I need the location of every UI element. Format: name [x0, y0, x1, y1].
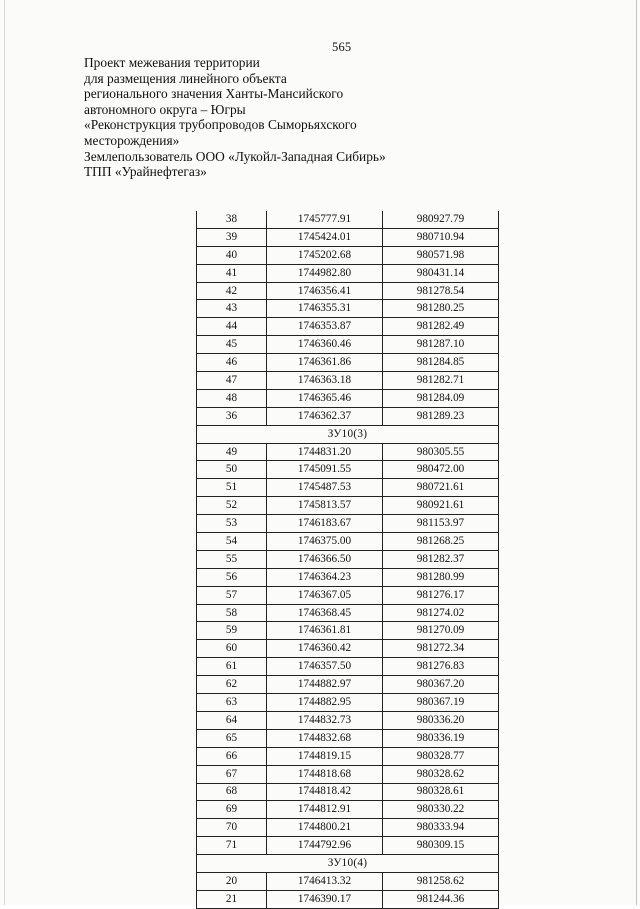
point-number-cell: 36	[197, 407, 267, 425]
table-row	[197, 372, 499, 390]
x-coordinate-cell: 1744818.68	[267, 765, 383, 783]
y-coordinate-cell: 980721.61	[383, 479, 499, 497]
page-number: 565	[332, 40, 352, 54]
point-number-cell: 44	[197, 318, 267, 336]
x-coordinate-cell: 1744792.96	[267, 837, 383, 855]
y-coordinate-cell: 981258.62	[383, 872, 499, 890]
table-row	[197, 676, 499, 694]
y-coordinate-cell: 980472.00	[383, 461, 499, 479]
y-coordinate-cell: 981280.99	[383, 568, 499, 586]
point-number-cell: 67	[197, 765, 267, 783]
x-coordinate-cell: 1744812.91	[267, 801, 383, 819]
table-row	[197, 890, 499, 908]
point-number-cell: 68	[197, 783, 267, 801]
table-row	[197, 300, 499, 318]
point-number-cell: 66	[197, 747, 267, 765]
y-coordinate-cell: 980431.14	[383, 264, 499, 282]
y-coordinate-cell: 980328.61	[383, 783, 499, 801]
x-coordinate-cell: 1744818.42	[267, 783, 383, 801]
table-row	[197, 497, 499, 515]
x-coordinate-cell: 1746183.67	[267, 515, 383, 533]
x-coordinate-cell: 1746353.87	[267, 318, 383, 336]
y-coordinate-cell: 981268.25	[383, 533, 499, 551]
point-number-cell: 56	[197, 568, 267, 586]
point-number-cell: 47	[197, 372, 267, 390]
y-coordinate-cell: 980333.94	[383, 819, 499, 837]
point-number-cell: 61	[197, 658, 267, 676]
table-row	[197, 389, 499, 407]
x-coordinate-cell: 1746366.50	[267, 550, 383, 568]
x-coordinate-cell: 1746360.46	[267, 336, 383, 354]
table-row	[197, 765, 499, 783]
y-coordinate-cell: 981272.34	[383, 640, 499, 658]
point-number-cell: 60	[197, 640, 267, 658]
point-number-cell: 65	[197, 729, 267, 747]
page-edge-left	[4, 0, 5, 905]
point-number-cell: 20	[197, 872, 267, 890]
y-coordinate-cell: 981278.54	[383, 282, 499, 300]
header-line: «Реконструкция трубопроводов Сыморьяхского	[84, 117, 357, 133]
y-coordinate-cell: 980336.20	[383, 711, 499, 729]
table-row	[197, 550, 499, 568]
point-number-cell: 49	[197, 443, 267, 461]
y-coordinate-cell: 980330.22	[383, 801, 499, 819]
x-coordinate-cell: 1746363.18	[267, 372, 383, 390]
table-row	[197, 622, 499, 640]
point-number-cell: 70	[197, 819, 267, 837]
x-coordinate-cell: 1744982.80	[267, 264, 383, 282]
table-row	[197, 729, 499, 747]
y-coordinate-cell: 980309.15	[383, 837, 499, 855]
document-header	[84, 55, 444, 180]
point-number-cell: 55	[197, 550, 267, 568]
x-coordinate-cell: 1746368.45	[267, 604, 383, 622]
table-row	[197, 211, 499, 228]
section-label: ЗУ10(3)	[197, 425, 499, 443]
y-coordinate-cell: 981284.09	[383, 389, 499, 407]
x-coordinate-cell: 1746364.23	[267, 568, 383, 586]
point-number-cell: 38	[197, 211, 267, 228]
x-coordinate-cell: 1745091.55	[267, 461, 383, 479]
table-row	[197, 694, 499, 712]
x-coordinate-cell: 1744819.15	[267, 747, 383, 765]
point-number-cell: 62	[197, 676, 267, 694]
header-line: Землепользователь ООО «Лукойл-Западная Сибирь»	[84, 148, 386, 164]
table-row	[197, 568, 499, 586]
table-row	[197, 747, 499, 765]
y-coordinate-cell: 980927.79	[383, 211, 499, 228]
table-row	[197, 711, 499, 729]
y-coordinate-cell: 980367.19	[383, 694, 499, 712]
x-coordinate-cell: 1746390.17	[267, 890, 383, 908]
point-number-cell: 43	[197, 300, 267, 318]
y-coordinate-cell: 981244.36	[383, 890, 499, 908]
y-coordinate-cell: 981153.97	[383, 515, 499, 533]
table-row	[197, 640, 499, 658]
point-number-cell: 51	[197, 479, 267, 497]
x-coordinate-cell: 1746367.05	[267, 586, 383, 604]
y-coordinate-cell: 981276.17	[383, 586, 499, 604]
y-coordinate-cell: 981282.71	[383, 372, 499, 390]
coordinates-table-body	[197, 211, 499, 908]
y-coordinate-cell: 981282.49	[383, 318, 499, 336]
point-number-cell: 64	[197, 711, 267, 729]
x-coordinate-cell: 1744882.95	[267, 694, 383, 712]
section-row	[197, 425, 499, 443]
x-coordinate-cell: 1746356.41	[267, 282, 383, 300]
point-number-cell: 46	[197, 354, 267, 372]
header-line: для размещения линейного объекта	[84, 70, 287, 86]
coordinates-table	[196, 211, 499, 909]
section-label: ЗУ10(4)	[197, 855, 499, 873]
x-coordinate-cell: 1745777.91	[267, 211, 383, 228]
page-edge-right	[636, 0, 637, 905]
table-row	[197, 479, 499, 497]
y-coordinate-cell: 980367.20	[383, 676, 499, 694]
table-row	[197, 604, 499, 622]
point-number-cell: 52	[197, 497, 267, 515]
table-row	[197, 801, 499, 819]
table-row	[197, 318, 499, 336]
table-row	[197, 246, 499, 264]
header-line: автономного округа – Югры	[84, 101, 246, 117]
header-line: Проект межевания территории	[84, 55, 260, 70]
y-coordinate-cell: 980336.19	[383, 729, 499, 747]
x-coordinate-cell: 1746360.42	[267, 640, 383, 658]
y-coordinate-cell: 980710.94	[383, 228, 499, 246]
section-row	[197, 855, 499, 873]
x-coordinate-cell: 1746357.50	[267, 658, 383, 676]
y-coordinate-cell: 980571.98	[383, 246, 499, 264]
header-line: месторождения»	[84, 132, 180, 148]
point-number-cell: 71	[197, 837, 267, 855]
point-number-cell: 63	[197, 694, 267, 712]
table-row	[197, 407, 499, 425]
y-coordinate-cell: 981276.83	[383, 658, 499, 676]
header-line: регионального значения Ханты-Мансийского	[84, 86, 344, 102]
point-number-cell: 39	[197, 228, 267, 246]
y-coordinate-cell: 981280.25	[383, 300, 499, 318]
point-number-cell: 54	[197, 533, 267, 551]
y-coordinate-cell: 981284.85	[383, 354, 499, 372]
point-number-cell: 21	[197, 890, 267, 908]
point-number-cell: 69	[197, 801, 267, 819]
x-coordinate-cell: 1745202.68	[267, 246, 383, 264]
point-number-cell: 58	[197, 604, 267, 622]
point-number-cell: 53	[197, 515, 267, 533]
x-coordinate-cell: 1744831.20	[267, 443, 383, 461]
y-coordinate-cell: 981287.10	[383, 336, 499, 354]
x-coordinate-cell: 1744882.97	[267, 676, 383, 694]
table-row	[197, 819, 499, 837]
table-row	[197, 443, 499, 461]
table-row	[197, 515, 499, 533]
x-coordinate-cell: 1744800.21	[267, 819, 383, 837]
table-row	[197, 837, 499, 855]
point-number-cell: 41	[197, 264, 267, 282]
table-row	[197, 783, 499, 801]
x-coordinate-cell: 1746362.37	[267, 407, 383, 425]
point-number-cell: 42	[197, 282, 267, 300]
x-coordinate-cell: 1746361.86	[267, 354, 383, 372]
x-coordinate-cell: 1745813.57	[267, 497, 383, 515]
table-row	[197, 336, 499, 354]
point-number-cell: 40	[197, 246, 267, 264]
x-coordinate-cell: 1744832.68	[267, 729, 383, 747]
y-coordinate-cell: 980305.55	[383, 443, 499, 461]
point-number-cell: 50	[197, 461, 267, 479]
table-row	[197, 264, 499, 282]
table-row	[197, 533, 499, 551]
table-row	[197, 872, 499, 890]
y-coordinate-cell: 980921.61	[383, 497, 499, 515]
x-coordinate-cell: 1746365.46	[267, 389, 383, 407]
x-coordinate-cell: 1745424.01	[267, 228, 383, 246]
x-coordinate-cell: 1745487.53	[267, 479, 383, 497]
x-coordinate-cell: 1746413.32	[267, 872, 383, 890]
y-coordinate-cell: 980328.62	[383, 765, 499, 783]
x-coordinate-cell: 1744832.73	[267, 711, 383, 729]
x-coordinate-cell: 1746355.31	[267, 300, 383, 318]
y-coordinate-cell: 981289.23	[383, 407, 499, 425]
y-coordinate-cell: 981270.09	[383, 622, 499, 640]
point-number-cell: 45	[197, 336, 267, 354]
x-coordinate-cell: 1746361.81	[267, 622, 383, 640]
table-row	[197, 228, 499, 246]
table-row	[197, 354, 499, 372]
table-row	[197, 658, 499, 676]
y-coordinate-cell: 981274.02	[383, 604, 499, 622]
point-number-cell: 59	[197, 622, 267, 640]
table-row	[197, 461, 499, 479]
header-line: ТПП «Урайнефтегаз»	[84, 164, 207, 180]
point-number-cell: 57	[197, 586, 267, 604]
point-number-cell: 48	[197, 389, 267, 407]
y-coordinate-cell: 980328.77	[383, 747, 499, 765]
table-row	[197, 282, 499, 300]
y-coordinate-cell: 981282.37	[383, 550, 499, 568]
x-coordinate-cell: 1746375.00	[267, 533, 383, 551]
table-row	[197, 586, 499, 604]
